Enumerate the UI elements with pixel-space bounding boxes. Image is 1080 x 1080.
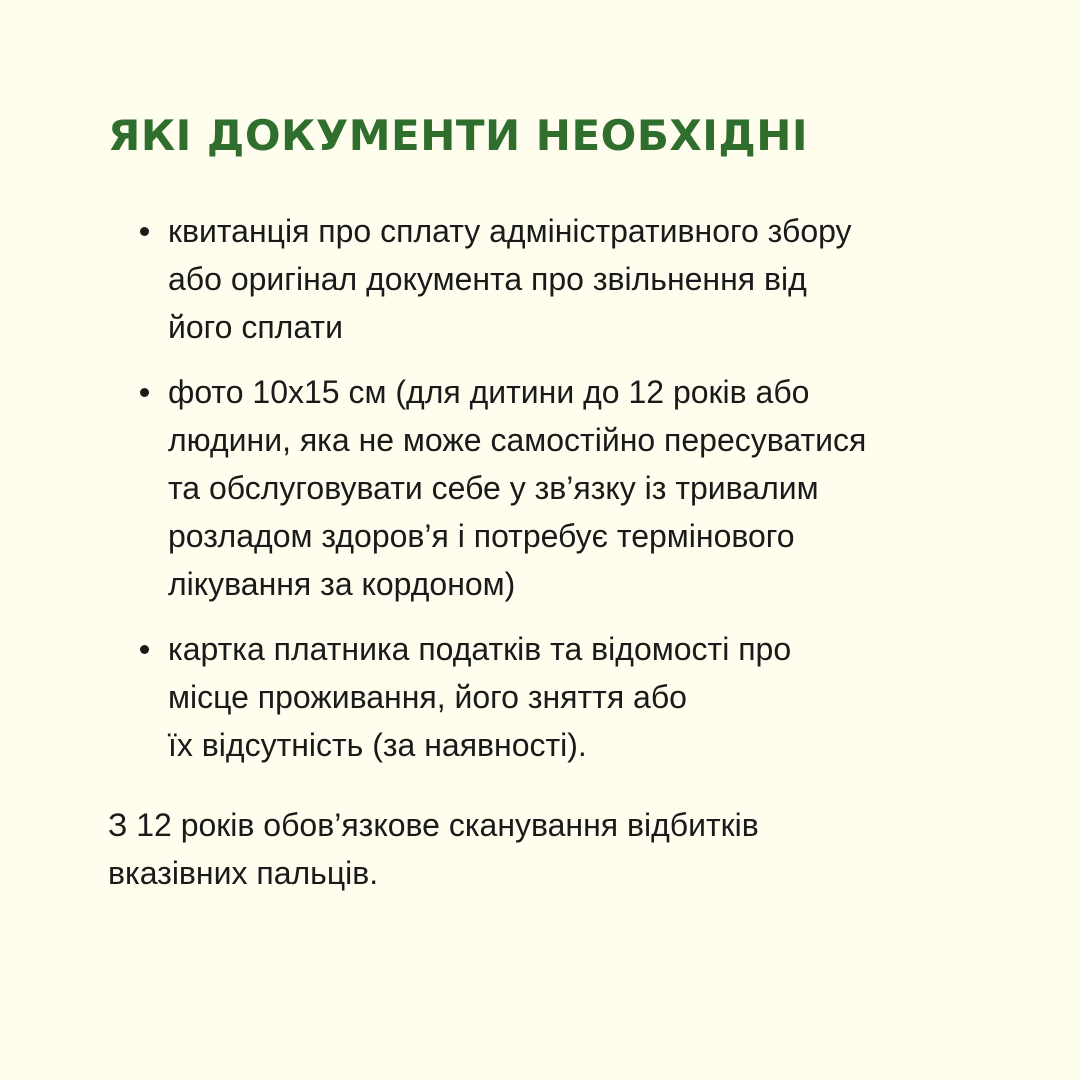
list-item [108, 625, 1008, 769]
list-item-line: їх відсутність (за наявності). [168, 727, 587, 763]
list-item-line: або оригінал документа про звільнення від [168, 261, 807, 297]
list-item-line: місце проживання, його зняття або [168, 679, 687, 715]
list-item [108, 207, 1008, 351]
bullet-icon [140, 227, 149, 236]
list-item-line: його сплати [168, 309, 343, 345]
fingerprint-note [108, 801, 1008, 897]
list-item-line: квитанція про сплату адміністративного збору [168, 213, 852, 249]
bullet-icon [140, 388, 149, 397]
note-line: вказівних пальців. [108, 855, 379, 891]
list-item [108, 368, 1008, 608]
list-item-line: людини, яка не може самостійно пересуватися [168, 422, 867, 458]
note-line: З 12 років обов’язкове сканування відбитків [108, 807, 759, 843]
list-item-line: фото 10х15 см (для дитини до 12 років або [168, 374, 810, 410]
page-title: ЯКІ ДОКУМЕНТИ НЕОБХІДНІ [108, 111, 809, 160]
list-item-line: картка платника податків та відомості про [168, 631, 792, 667]
list-item-line: розладом здоров’я і потребує термінового [168, 518, 795, 554]
required-documents-list [108, 207, 1008, 786]
list-item-line: лікування за кордоном) [168, 566, 516, 602]
list-item-line: та обслуговувати себе у зв’язку із тривалим [168, 470, 819, 506]
bullet-icon [140, 645, 149, 654]
